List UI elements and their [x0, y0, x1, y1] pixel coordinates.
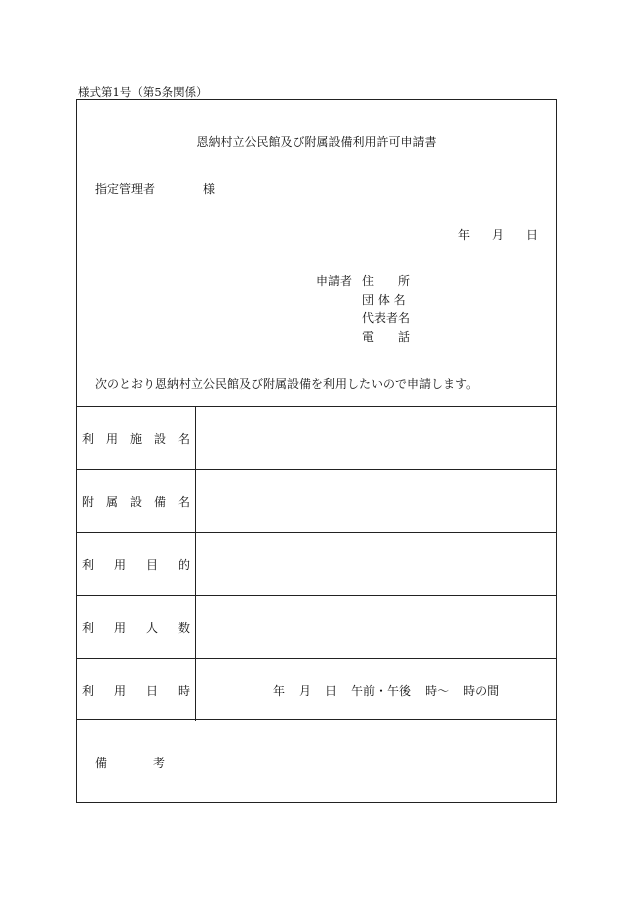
usage-table — [77, 406, 556, 721]
datetime-label: 利用日時 — [77, 659, 196, 722]
datetime-day: 日 — [325, 683, 338, 698]
facility-name-field[interactable] — [196, 407, 557, 470]
datetime-until: 時の間 — [463, 683, 500, 698]
applicant-organization-label: 団 体 名 — [362, 292, 406, 307]
addressee-honorific: 様 — [203, 182, 216, 196]
table-row — [77, 470, 556, 533]
datetime-month: 月 — [299, 683, 312, 698]
date-day: 日 — [525, 228, 538, 242]
date-month: 月 — [491, 228, 504, 242]
purpose-field[interactable] — [196, 533, 557, 596]
addressee-line — [95, 180, 215, 197]
datetime-from: 時〜 — [425, 683, 450, 698]
applicant-phone-label: 電 話 — [362, 329, 411, 344]
application-form — [76, 99, 557, 803]
applicant-label: 申請者 — [316, 274, 353, 288]
table-row — [77, 407, 556, 470]
datetime-year: 年 — [273, 683, 286, 698]
date-year: 年 — [457, 228, 470, 242]
notes-label: 備考 — [95, 756, 165, 770]
purpose-label: 利用目的 — [77, 533, 196, 596]
table-row — [77, 596, 556, 659]
applicant-representative-label: 代表者名 — [362, 311, 411, 325]
addressee-label: 指定管理者 — [95, 182, 156, 196]
headcount-label: 利用人数 — [77, 596, 196, 659]
applicant-fields — [362, 272, 410, 346]
datetime-field[interactable] — [196, 659, 557, 722]
equipment-name-field[interactable] — [196, 470, 557, 533]
notes-row[interactable] — [77, 719, 556, 804]
table-row — [77, 533, 556, 596]
application-statement: 次のとおり恩納村立公民館及び附属設備を利用したいので申請します。 — [95, 377, 479, 391]
applicant-address-label: 住 所 — [362, 274, 411, 288]
table-row — [77, 659, 556, 722]
form-title: 恩納村立公民館及び附属設備利用許可申請書 — [196, 135, 437, 149]
equipment-name-label: 附属設備名 — [77, 470, 196, 533]
facility-name-label: 利用施設名 — [77, 407, 196, 470]
datetime-ampm: 午前・午後 — [351, 683, 412, 698]
headcount-field[interactable] — [196, 596, 557, 659]
form-number: 様式第1号（第5条関係） — [78, 85, 208, 99]
date-line — [458, 226, 538, 243]
